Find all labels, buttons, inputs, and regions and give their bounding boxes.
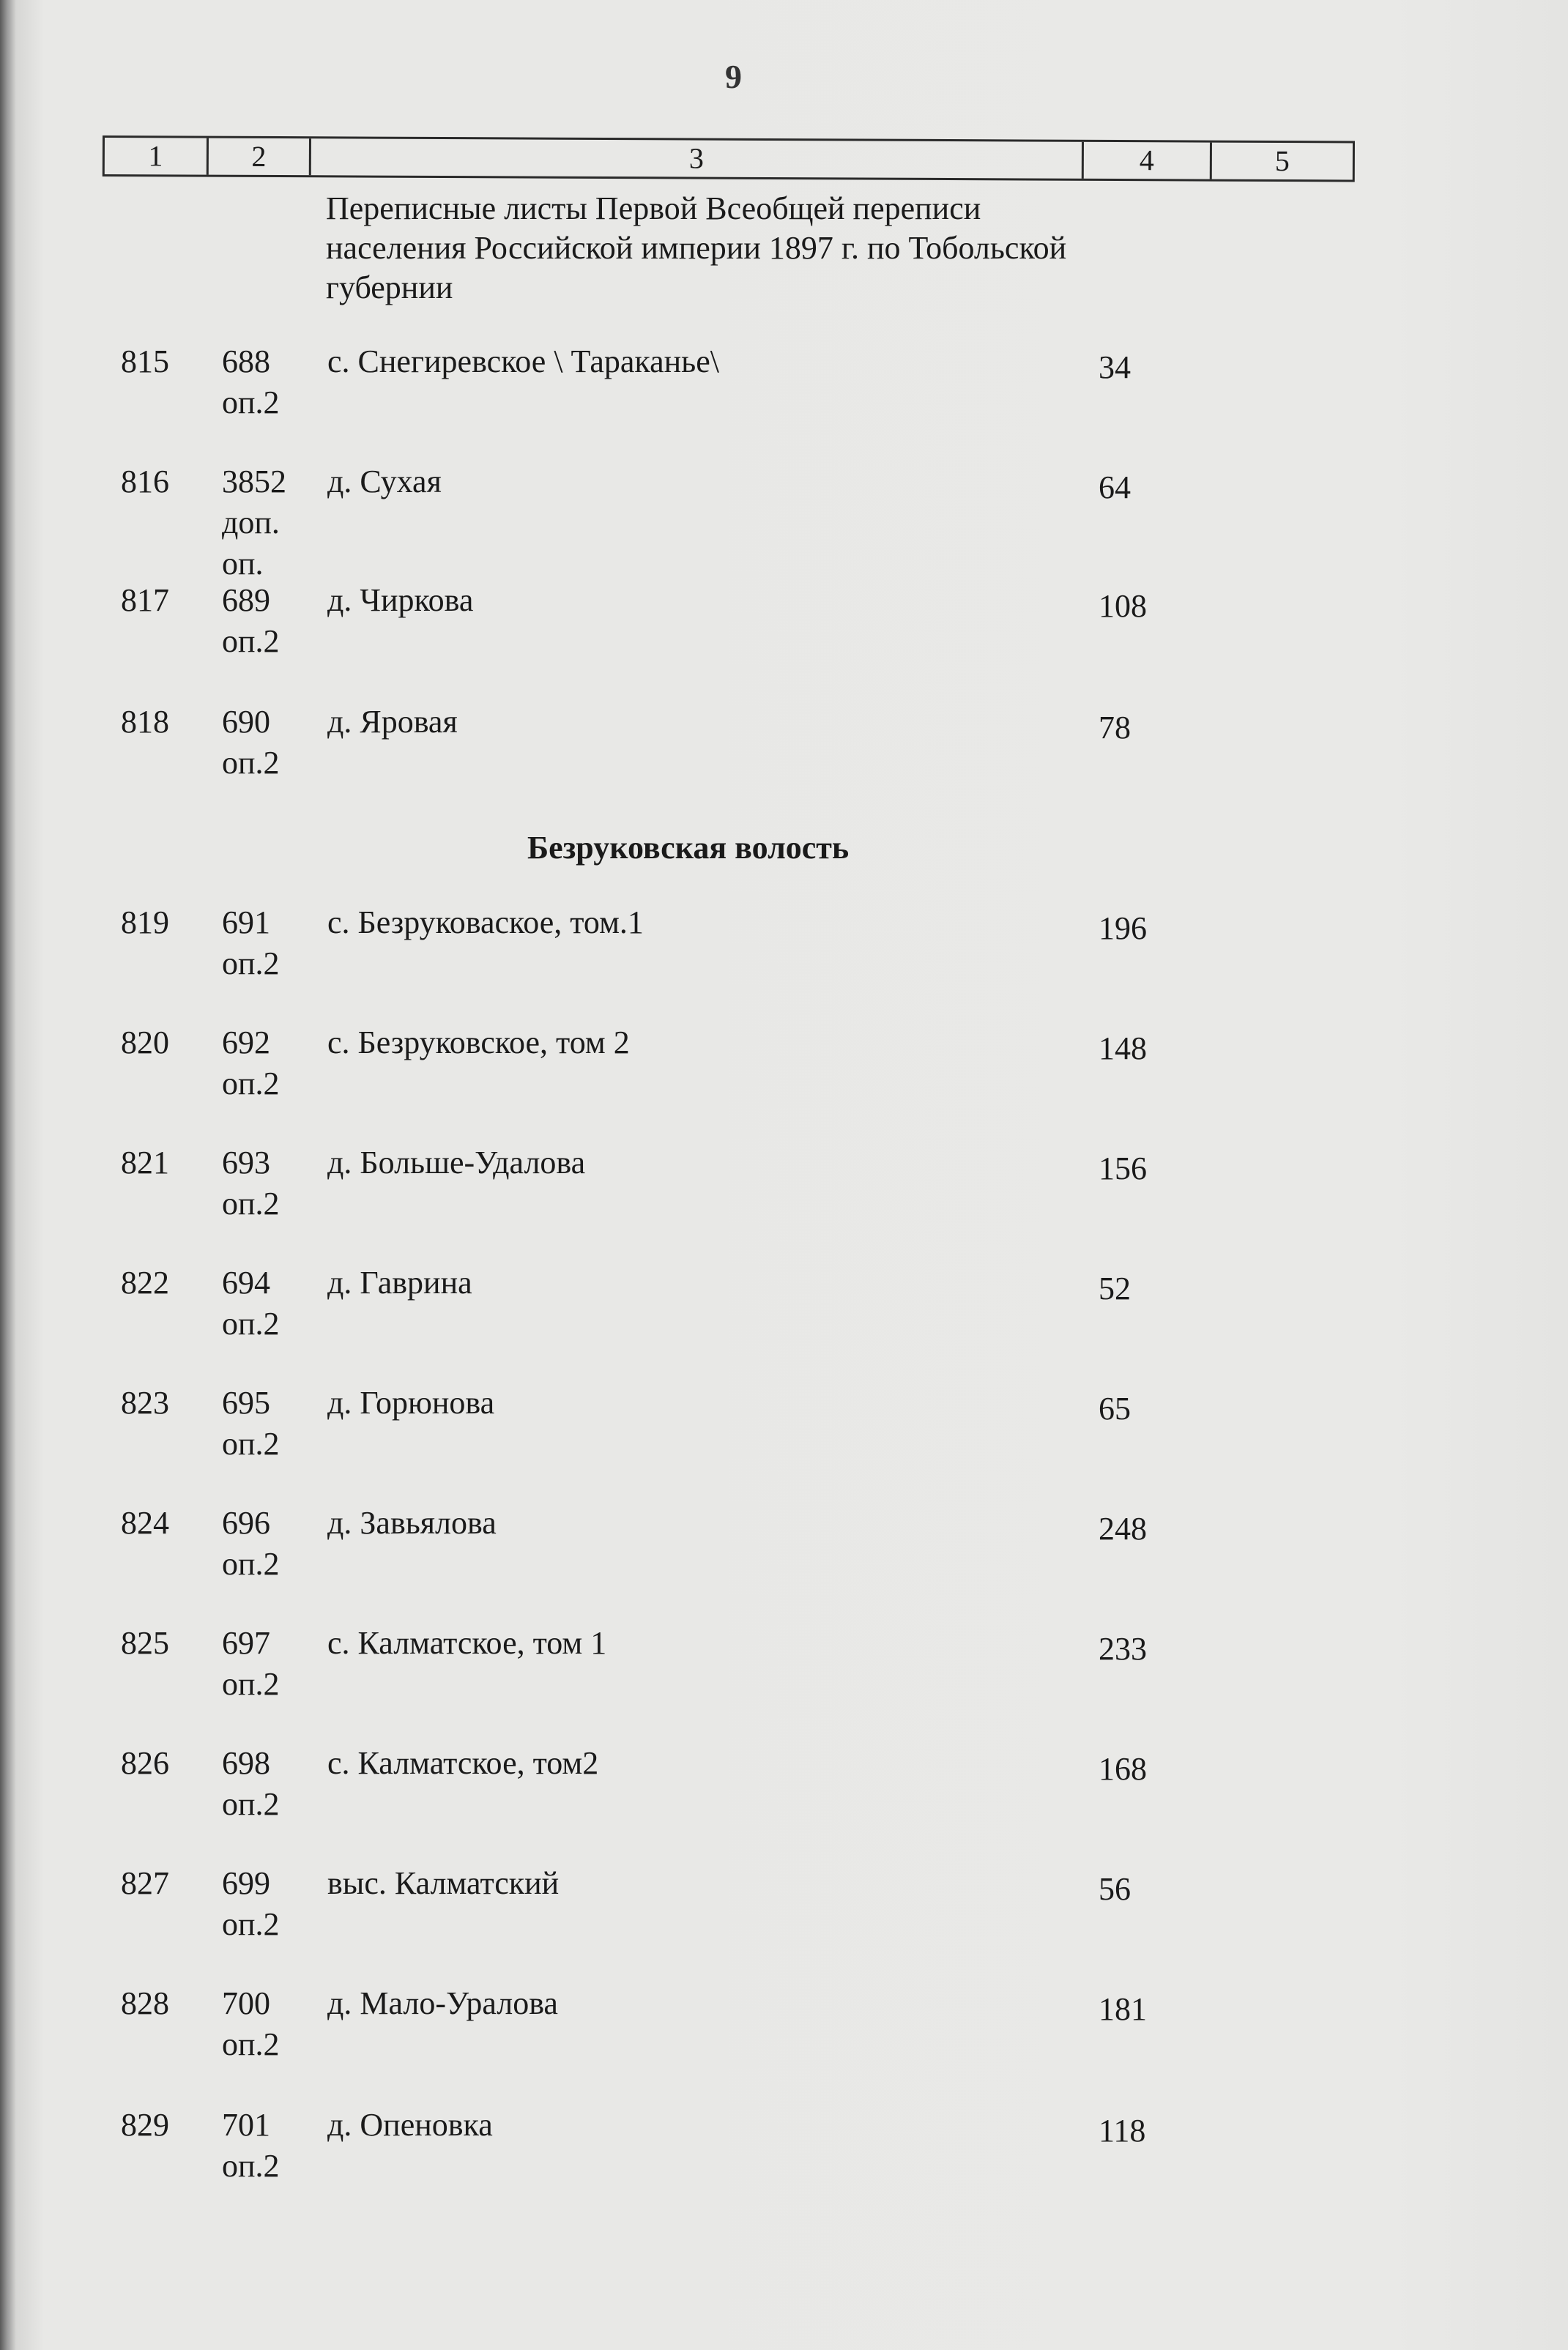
- sheet-count: 108: [1099, 588, 1147, 624]
- census-description: Переписные листы Первой Всеобщей переписи населения Российской империи 1897 г. по Тобольской губернии: [326, 190, 1067, 305]
- settlement-name: д. Больше-Удалова: [327, 1145, 586, 1180]
- fund-number: 701 оп.2: [222, 2107, 280, 2184]
- sheet-count: 168: [1099, 1751, 1147, 1787]
- settlement-name: д. Завьялова: [327, 1505, 497, 1541]
- settlement-name: с. Снегиревское \ Тараканье\: [327, 343, 720, 379]
- record-number: 817: [121, 582, 169, 618]
- sheet-count: 34: [1099, 349, 1131, 385]
- fund-number: 697 оп.2: [222, 1625, 280, 1702]
- sheet-count: 65: [1099, 1391, 1131, 1427]
- settlement-name: д. Чиркова: [327, 582, 474, 618]
- settlement-name: д. Яровая: [327, 704, 458, 740]
- sheet-count: 156: [1099, 1150, 1147, 1186]
- settlement-name: с. Калматское, том 1: [327, 1625, 607, 1661]
- sheet-count: 56: [1099, 1871, 1131, 1907]
- column-header-1: 1: [105, 138, 209, 175]
- settlement-name: д. Мало-Уралова: [327, 1985, 558, 2021]
- settlement-name: с. Безруковское, том 2: [327, 1025, 630, 1060]
- column-header-3: 3: [311, 138, 1084, 179]
- fund-number: 690 оп.2: [222, 704, 280, 781]
- column-header-2: 2: [209, 138, 311, 176]
- fund-number: 700 оп.2: [222, 1985, 280, 2062]
- page-number: 9: [725, 58, 742, 95]
- fund-number: 3852 доп. оп.: [222, 464, 286, 581]
- fund-number: 698 оп.2: [222, 1745, 280, 1822]
- settlement-name: с. Калматское, том2: [327, 1745, 599, 1781]
- record-number: 821: [121, 1145, 169, 1180]
- sheet-count: 78: [1099, 710, 1131, 745]
- record-number: 829: [121, 2107, 169, 2143]
- fund-number: 692 оп.2: [222, 1025, 280, 1101]
- settlement-name: д. Сухая: [327, 464, 442, 499]
- record-number: 820: [121, 1025, 169, 1060]
- fund-number: 696 оп.2: [222, 1505, 280, 1582]
- record-number: 827: [121, 1865, 169, 1901]
- fund-number: 688 оп.2: [222, 343, 280, 420]
- record-number: 815: [121, 343, 169, 379]
- sheet-count: 181: [1099, 1991, 1147, 2027]
- sheet-count: 64: [1099, 469, 1131, 505]
- settlement-name: выс. Калматский: [327, 1865, 560, 1901]
- fund-number: 693 оп.2: [222, 1145, 280, 1222]
- record-number: 816: [121, 464, 169, 499]
- record-number: 819: [121, 904, 169, 940]
- sheet-count: 248: [1099, 1511, 1147, 1547]
- record-number: 825: [121, 1625, 169, 1661]
- column-header-4: 4: [1084, 142, 1212, 179]
- fund-number: 691 оп.2: [222, 904, 280, 981]
- sheet-count: 233: [1099, 1631, 1147, 1667]
- record-number: 818: [121, 704, 169, 740]
- sheet-count: 118: [1099, 2113, 1146, 2149]
- record-number: 823: [121, 1385, 169, 1421]
- sheet-count: 196: [1099, 910, 1147, 946]
- settlement-name: с. Безруковаское, том.1: [327, 904, 644, 940]
- record-number: 828: [121, 1985, 169, 2021]
- settlement-name: д. Горюнова: [327, 1385, 495, 1421]
- settlement-name: д. Опеновка: [327, 2107, 493, 2143]
- sheet-count: 148: [1099, 1030, 1147, 1066]
- fund-number: 694 оп.2: [222, 1265, 280, 1342]
- section-heading-text: Безруковская волость: [527, 830, 850, 866]
- fund-number: 689 оп.2: [222, 582, 280, 659]
- settlement-name: д. Гаврина: [327, 1265, 472, 1301]
- column-header-5: 5: [1274, 144, 1290, 178]
- fund-number: 699 оп.2: [222, 1865, 280, 1942]
- record-number: 822: [121, 1265, 169, 1301]
- fund-number: 695 оп.2: [222, 1385, 280, 1462]
- sheet-count: 52: [1099, 1271, 1131, 1306]
- record-number: 824: [121, 1505, 169, 1541]
- record-number: 826: [121, 1745, 169, 1781]
- column-header-row: [103, 135, 1355, 182]
